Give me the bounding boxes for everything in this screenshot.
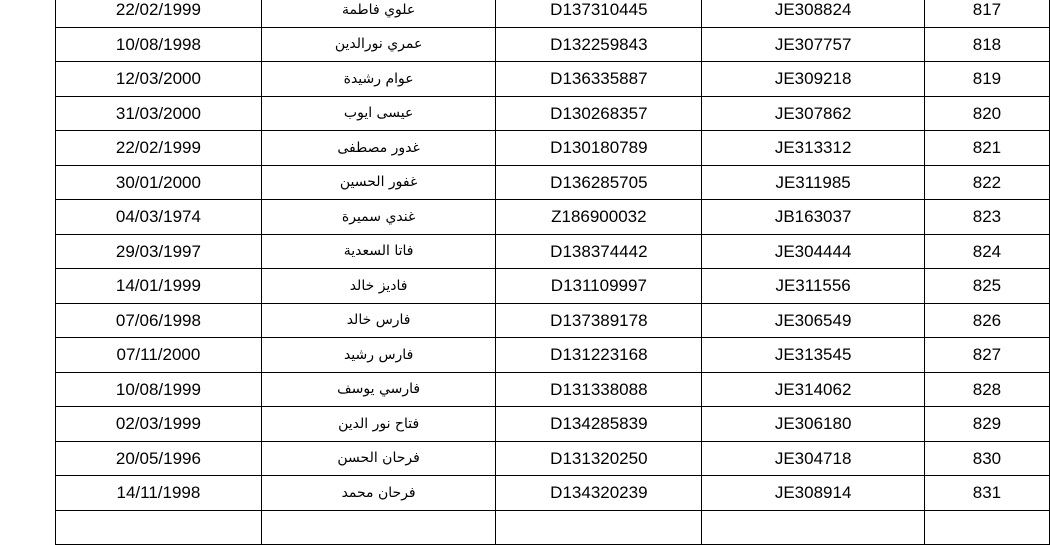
table-row [56, 441, 1050, 476]
registration-code-cell: JE306180 [702, 407, 925, 442]
table-row [56, 27, 1050, 62]
full-name-cell: فاديز خالد [261, 269, 496, 304]
id-number-cell: D131338088 [496, 372, 702, 407]
row-number-cell: 827 [924, 338, 1049, 373]
table-row [56, 476, 1050, 511]
full-name-cell: عوام رشيدة [261, 62, 496, 97]
row-number-cell: 826 [924, 303, 1049, 338]
birth-date-cell: 30/01/2000 [56, 165, 262, 200]
id-number-cell: D131109997 [496, 269, 702, 304]
full-name-cell [261, 510, 496, 545]
table-row [56, 62, 1050, 97]
table-row [56, 338, 1050, 373]
table-row [56, 234, 1050, 269]
id-number-cell: D134320239 [496, 476, 702, 511]
row-number-cell: 822 [924, 165, 1049, 200]
id-number-cell: D130268357 [496, 96, 702, 131]
row-number-cell: 830 [924, 441, 1049, 476]
registration-code-cell: JE307862 [702, 96, 925, 131]
table-row [56, 303, 1050, 338]
id-number-cell: D138374442 [496, 234, 702, 269]
birth-date-cell: 14/01/1999 [56, 269, 262, 304]
id-number-cell: D131320250 [496, 441, 702, 476]
birth-date-cell: 22/02/1999 [56, 0, 262, 27]
id-number-cell: D132259843 [496, 27, 702, 62]
full-name-cell: فارس خالد [261, 303, 496, 338]
row-number-cell: 825 [924, 269, 1049, 304]
registration-code-cell: JE304718 [702, 441, 925, 476]
full-name-cell: غدور مصطفى [261, 131, 496, 166]
row-number-cell: 824 [924, 234, 1049, 269]
registration-code-cell: JE304444 [702, 234, 925, 269]
birth-date-cell: 07/11/2000 [56, 338, 262, 373]
row-number-cell: 817 [924, 0, 1049, 27]
registration-code-cell [702, 510, 925, 545]
table-row [56, 96, 1050, 131]
id-number-cell: Z186900032 [496, 200, 702, 235]
full-name-cell: فارسي يوسف [261, 372, 496, 407]
birth-date-cell: 22/02/1999 [56, 131, 262, 166]
full-name-cell: فتاح نور الدين [261, 407, 496, 442]
id-number-cell: D130180789 [496, 131, 702, 166]
registration-code-cell: JE308914 [702, 476, 925, 511]
registration-code-cell: JE311556 [702, 269, 925, 304]
row-number-cell: 823 [924, 200, 1049, 235]
birth-date-cell: 02/03/1999 [56, 407, 262, 442]
registration-code-cell: JE306549 [702, 303, 925, 338]
full-name-cell: فاتا السعدية [261, 234, 496, 269]
table-row [56, 200, 1050, 235]
birth-date-cell: 10/08/1998 [56, 27, 262, 62]
full-name-cell: فرحان محمد [261, 476, 496, 511]
full-name-cell: علوي فاطمة [261, 0, 496, 27]
full-name-cell: غفور الحسين [261, 165, 496, 200]
id-number-cell: D136335887 [496, 62, 702, 97]
birth-date-cell: 12/03/2000 [56, 62, 262, 97]
table-row [56, 131, 1050, 166]
registration-code-cell: JE314062 [702, 372, 925, 407]
id-number-cell [496, 510, 702, 545]
registration-code-cell: JE311985 [702, 165, 925, 200]
row-number-cell: 820 [924, 96, 1049, 131]
birth-date-cell: 20/05/1996 [56, 441, 262, 476]
registration-code-cell: JB163037 [702, 200, 925, 235]
table-row [56, 372, 1050, 407]
table-row [56, 510, 1050, 545]
birth-date-cell: 31/03/2000 [56, 96, 262, 131]
row-number-cell: 819 [924, 62, 1049, 97]
birth-date-cell: 04/03/1974 [56, 200, 262, 235]
full-name-cell: عيسى ايوب [261, 96, 496, 131]
table-row [56, 165, 1050, 200]
table-row [56, 407, 1050, 442]
id-number-cell: D134285839 [496, 407, 702, 442]
registration-code-cell: JE307757 [702, 27, 925, 62]
row-number-cell: 821 [924, 131, 1049, 166]
full-name-cell: غندي سميرة [261, 200, 496, 235]
row-number-cell [924, 510, 1049, 545]
birth-date-cell: 10/08/1999 [56, 372, 262, 407]
row-number-cell: 818 [924, 27, 1049, 62]
row-number-cell: 829 [924, 407, 1049, 442]
id-number-cell: D136285705 [496, 165, 702, 200]
registration-code-cell: JE308824 [702, 0, 925, 27]
id-number-cell: D131223168 [496, 338, 702, 373]
records-table-body [56, 0, 1050, 545]
birth-date-cell: 14/11/1998 [56, 476, 262, 511]
birth-date-cell: 07/06/1998 [56, 303, 262, 338]
registration-code-cell: JE313545 [702, 338, 925, 373]
table-row [56, 0, 1050, 27]
row-number-cell: 828 [924, 372, 1049, 407]
table-row [56, 269, 1050, 304]
full-name-cell: فارس رشيد [261, 338, 496, 373]
full-name-cell: فرحان الحسن [261, 441, 496, 476]
id-number-cell: D137389178 [496, 303, 702, 338]
birth-date-cell: 29/03/1997 [56, 234, 262, 269]
row-number-cell: 831 [924, 476, 1049, 511]
registration-code-cell: JE313312 [702, 131, 925, 166]
full-name-cell: عمري نورالدين [261, 27, 496, 62]
registration-code-cell: JE309218 [702, 62, 925, 97]
birth-date-cell [56, 510, 262, 545]
records-table [55, 0, 1050, 545]
id-number-cell: D137310445 [496, 0, 702, 27]
